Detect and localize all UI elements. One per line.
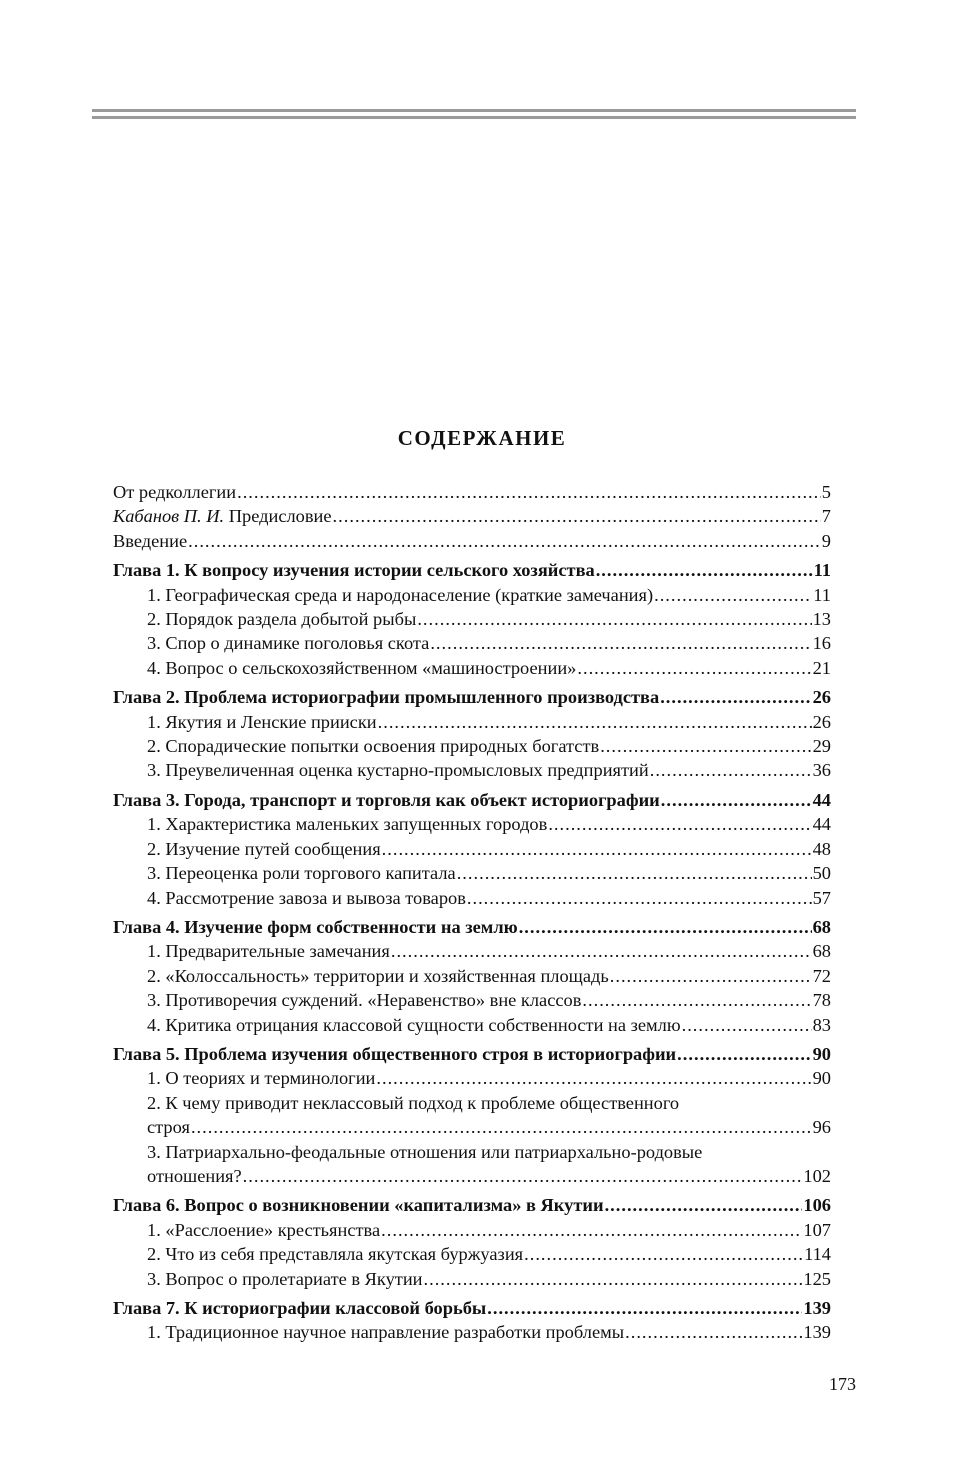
leader-dots xyxy=(661,788,812,812)
toc-page-number: 107 xyxy=(803,1219,831,1240)
leader-dots xyxy=(430,631,811,655)
toc-entry-text: Введение xyxy=(113,530,188,551)
toc-section[interactable] xyxy=(113,656,831,680)
leader-dots xyxy=(625,1320,802,1344)
toc-chapter-title: Глава 5. Проблема изучения общественного строя в историографии xyxy=(113,1043,677,1064)
toc-page-number: 125 xyxy=(803,1268,831,1289)
toc-section[interactable] xyxy=(113,1267,831,1291)
leader-dots xyxy=(677,1042,811,1066)
toc-section-title: 3. Спор о динамике поголовья скота xyxy=(147,633,430,654)
page-title: СОДЕРЖАНИЕ xyxy=(397,426,567,450)
toc-page-number: 57 xyxy=(812,887,831,908)
leader-dots xyxy=(467,886,812,910)
toc-page-number: 96 xyxy=(812,1117,831,1138)
toc-section-title: 1. «Расслоение» крестьянства xyxy=(147,1219,381,1240)
toc-section[interactable] xyxy=(113,607,831,631)
toc-chapter[interactable] xyxy=(113,685,831,709)
toc-page-number: 114 xyxy=(804,1244,831,1265)
toc-entry[interactable] xyxy=(113,504,831,528)
toc-chapter[interactable] xyxy=(113,1193,831,1217)
toc-page-number: 102 xyxy=(803,1165,831,1186)
toc-page-number: 139 xyxy=(803,1298,831,1318)
leader-dots xyxy=(191,1115,812,1139)
table-of-contents xyxy=(113,480,831,1345)
leader-dots xyxy=(660,685,811,709)
toc-section-title-line2: строя xyxy=(147,1117,190,1138)
leader-dots xyxy=(333,504,821,528)
toc-section[interactable] xyxy=(113,837,831,861)
toc-page-number: 44 xyxy=(812,789,831,810)
toc-section[interactable] xyxy=(113,964,831,988)
toc-page-number: 26 xyxy=(812,711,831,732)
toc-section-title: 4. Рассмотрение завоза и вывоза товаров xyxy=(147,887,466,908)
toc-page-number: 50 xyxy=(812,863,831,884)
toc-page-number: 13 xyxy=(812,609,831,630)
toc-section-multiline[interactable] xyxy=(113,1091,831,1140)
toc-section[interactable] xyxy=(113,861,831,885)
leader-dots xyxy=(381,1218,802,1242)
leader-dots xyxy=(610,964,812,988)
toc-page-number: 78 xyxy=(812,990,831,1011)
toc-page-number: 36 xyxy=(812,760,831,781)
toc-section[interactable] xyxy=(113,710,831,734)
toc-section[interactable] xyxy=(113,631,831,655)
toc-entry-text: От редколлегии xyxy=(113,482,237,502)
leader-dots xyxy=(577,656,811,680)
toc-chapter[interactable] xyxy=(113,1296,831,1320)
toc-section-title: 2. Что из себя представляла якутская буржуазия xyxy=(147,1244,524,1265)
toc-page-number: 68 xyxy=(812,916,831,937)
toc-page-number: 72 xyxy=(812,965,831,986)
leader-dots xyxy=(243,1164,803,1188)
leader-dots xyxy=(378,710,812,734)
toc-section-title: 3. Переоценка роли торгового капитала xyxy=(147,863,456,884)
toc-chapter-title: Глава 7. К историографии классовой борьбы xyxy=(113,1298,487,1318)
leader-dots xyxy=(376,1066,811,1090)
toc-page-number: 26 xyxy=(812,687,831,708)
toc-section-multiline[interactable] xyxy=(113,1140,831,1189)
toc-page-number: 29 xyxy=(812,736,831,757)
toc-page-number: 90 xyxy=(812,1043,831,1064)
leader-dots xyxy=(682,1013,812,1037)
toc-section[interactable] xyxy=(113,886,831,910)
leader-dots xyxy=(487,1296,802,1320)
leader-dots xyxy=(650,758,812,782)
toc-chapter-title: Глава 4. Изучение форм собственности на землю xyxy=(113,916,518,937)
toc-section-title: 1. Географическая среда и народонаселение (краткие замечания) xyxy=(147,584,654,605)
toc-section[interactable] xyxy=(113,988,831,1012)
toc-section[interactable] xyxy=(113,812,831,836)
toc-section-title: 4. Критика отрицания классовой сущности собственности на землю xyxy=(147,1014,681,1035)
leader-dots xyxy=(188,529,821,553)
toc-section-title: 1. Предварительные замечания xyxy=(147,941,390,962)
leader-dots xyxy=(654,583,812,607)
toc-chapter[interactable] xyxy=(113,915,831,939)
toc-page-number: 44 xyxy=(812,814,831,835)
toc-section-title: 3. Вопрос о пролетариате в Якутии xyxy=(147,1268,423,1289)
leader-dots xyxy=(524,1242,803,1266)
toc-chapter-title: Глава 3. Города, транспорт и торговля как объект историографии xyxy=(113,789,660,810)
toc-entry-text: Предисловие xyxy=(228,506,332,527)
toc-chapter-title: Глава 1. К вопросу изучения истории сельского хозяйства xyxy=(113,560,595,581)
toc-page-number: 90 xyxy=(812,1068,831,1089)
toc-page-number: 9 xyxy=(821,530,831,551)
toc-page-number: 48 xyxy=(812,838,831,859)
toc-chapter-title: Глава 6. Вопрос о возникновении «капитализма» в Якутии xyxy=(113,1195,604,1216)
leader-dots xyxy=(237,480,821,504)
toc-section[interactable] xyxy=(113,1013,831,1037)
toc-chapter[interactable] xyxy=(113,788,831,812)
header-rule-top xyxy=(92,109,856,112)
toc-chapter[interactable] xyxy=(113,1042,831,1066)
toc-chapter-title: Глава 2. Проблема историографии промышленного производства xyxy=(113,687,660,708)
leader-dots xyxy=(600,734,811,758)
leader-dots xyxy=(391,939,812,963)
toc-page-number: 68 xyxy=(812,941,831,962)
page-number: 173 xyxy=(829,1374,856,1394)
toc-page-number: 16 xyxy=(812,633,831,654)
toc-section[interactable] xyxy=(113,758,831,782)
toc-section-title: 2. Спорадические попытки освоения природных богатств xyxy=(147,736,600,757)
toc-page-number: 139 xyxy=(803,1322,831,1343)
toc-entry[interactable] xyxy=(113,529,831,553)
toc-page-number: 11 xyxy=(813,560,831,581)
toc-section[interactable] xyxy=(113,1218,831,1242)
toc-section[interactable] xyxy=(113,1320,831,1344)
toc-page-number: 5 xyxy=(821,482,831,502)
toc-page-number: 106 xyxy=(803,1195,831,1216)
leader-dots xyxy=(382,837,812,861)
toc-section[interactable] xyxy=(113,1242,831,1266)
leader-dots xyxy=(596,558,813,582)
leader-dots xyxy=(424,1267,803,1291)
leader-dots xyxy=(582,988,811,1012)
toc-section-title: 4. Вопрос о сельскохозяйственном «машиностроении» xyxy=(147,657,577,678)
toc-section-title: 1. О теориях и терминологии xyxy=(147,1068,376,1089)
leader-dots xyxy=(417,607,811,631)
toc-section-title: 2. Изучение путей сообщения xyxy=(147,838,381,859)
toc-section-title-line2: отношения? xyxy=(147,1165,242,1186)
toc-page-number: 83 xyxy=(812,1014,831,1035)
leader-dots xyxy=(457,861,812,885)
toc-section-title: 2. Порядок раздела добытой рыбы xyxy=(147,609,417,630)
toc-section-title: 1. Характеристика маленьких запущенных городов xyxy=(147,814,548,835)
toc-section[interactable] xyxy=(113,939,831,963)
toc-section-title-line1: 2. К чему приводит неклассовый подход к проблеме общественного xyxy=(147,1092,680,1113)
toc-page-number: 21 xyxy=(812,657,831,678)
toc-section-title: 3. Противоречия суждений. «Неравенство» вне классов xyxy=(147,990,582,1011)
toc-section-title-line1: 3. Патриархально-феодальные отношения или патриархально-родовые xyxy=(147,1141,703,1162)
toc-section[interactable] xyxy=(113,1066,831,1090)
toc-section-title: 3. Преувеличенная оценка кустарно-промысловых предприятий xyxy=(147,760,649,781)
toc-entry-author: Кабанов П. И. xyxy=(113,506,225,527)
toc-section-title: 1. Якутия и Ленские прииски xyxy=(147,711,377,732)
toc-entry[interactable] xyxy=(113,480,831,504)
toc-page-number: 11 xyxy=(813,584,831,605)
leader-dots xyxy=(519,915,812,939)
leader-dots xyxy=(605,1193,803,1217)
header-rule-bottom xyxy=(92,116,856,119)
toc-page-number: 7 xyxy=(821,506,831,527)
toc-section[interactable] xyxy=(113,734,831,758)
toc-section-title: 2. «Колоссальность» территории и хозяйственная площадь xyxy=(147,965,609,986)
toc-section[interactable] xyxy=(113,583,831,607)
leader-dots xyxy=(548,812,811,836)
toc-section-title: 1. Традиционное научное направление разработки проблемы xyxy=(147,1322,625,1343)
toc-chapter[interactable] xyxy=(113,558,831,582)
